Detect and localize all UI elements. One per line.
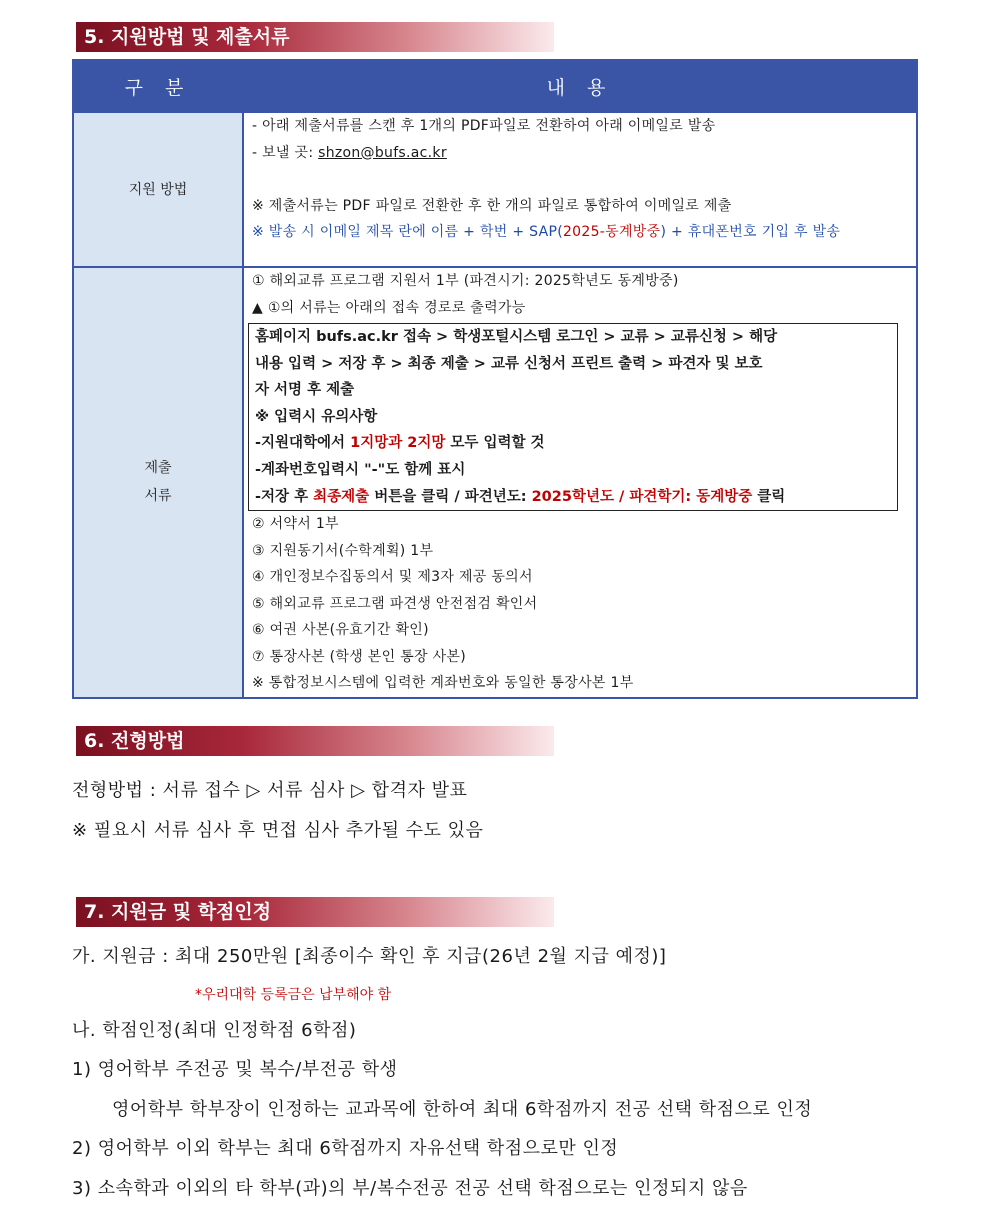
box-line-2: 내용 입력 > 저장 후 > 최종 제출 > 교류 신청서 프린트 출력 > 파견자 및 보호 [255,355,763,372]
table-row-docs [73,267,917,698]
method-line-4-end: ) + 휴대폰번호 기입 후 발송 [660,224,841,240]
box-line-4: ※ 입력시 유의사항 [255,408,378,425]
method-line-1: - 아래 제출서류를 스캔 후 1개의 PDF파일로 전환하여 아래 이메일로 발송 [252,118,716,134]
docs-item-1-note: ▲ ①의 서류는 아래의 접속 경로로 출력가능 [252,299,526,316]
header-category: 구 분 [73,60,243,112]
method-line-4 [252,219,910,246]
credit-item-1: 1) 영어학부 주전공 및 복수/부전공 학생 [72,1059,398,1080]
section-5-heading: 5. 지원방법 및 제출서류 [76,22,554,52]
method-line-3: ※ 제출서류는 PDF 파일로 전환한 후 한 개의 파일로 통합하여 이메일로 제출 [252,197,732,214]
box-line-5-b: 모두 입력할 것 [445,435,545,452]
email-link[interactable]: shzon@bufs.ac.kr [318,144,447,161]
method-line-4-term: 2025-동계방중 [562,224,661,240]
table-row-method [73,112,917,267]
credit-item-3: 3) 소속학과 이외의 타 학부(과)의 부/복수전공 전공 선택 학점으로는 인정되지 않음 [72,1178,748,1199]
credit-item-2: 2) 영어학부 이외 학부는 최대 6학점까지 자유선택 학점으로만 인정 [72,1138,619,1159]
box-line-7-c: 클릭 [752,488,786,505]
scholarship-amount: 가. 지원금 : 최대 250만원 [최종이수 확인 후 지급(26년 2월 지급 예정)] [72,946,667,967]
section-6-heading: 6. 전형방법 [76,726,554,756]
table-header-row [73,60,917,112]
method-content [243,112,917,267]
box-line-5 [255,430,891,457]
portal-instructions-box [248,323,898,511]
docs-item-6: ⑥ 여권 사본(유효기간 확인) [252,622,429,639]
box-line-7-a: -저장 후 [255,488,314,505]
section-7-heading: 7. 지원금 및 학점인정 [76,897,554,927]
method-spacer [252,166,910,193]
docs-label [73,267,243,698]
box-line-6: -계좌번호입력시 "-"도 함께 표시 [255,461,466,478]
tuition-note: *우리대학 등록금은 납부해야 함 [195,987,392,1003]
box-line-7 [255,484,891,511]
docs-label-line-2: 서류 [144,488,172,505]
credit-item-1-detail: 영어학부 학부장이 인정하는 교과목에 한하여 최대 6학점까지 전공 선택 학점으로 인정 [112,1099,813,1120]
box-line-3: 자 서명 후 제출 [255,382,355,399]
docs-item-8: ※ 통합정보시스템에 입력한 계좌번호와 동일한 통장사본 1부 [252,675,634,692]
docs-content [243,267,917,698]
method-label: 지원 방법 [73,112,243,267]
docs-item-3: ③ 지원동기서(수학계획) 1부 [252,542,434,559]
box-line-7-red-1: 최종제출 [313,488,370,505]
docs-label-line-1: 제출 [144,460,172,477]
header-content: 내 용 [243,60,917,112]
selection-process: 전형방법 : 서류 접수 ▷ 서류 심사 ▷ 합격자 발표 [72,780,468,801]
method-line-2-prefix: - 보낼 곳: [252,144,319,161]
interview-note: ※ 필요시 서류 심사 후 면접 심사 추가될 수도 있음 [72,820,484,841]
docs-item-1: ① 해외교류 프로그램 지원서 1부 (파견시기: 2025학년도 동계방중) [252,273,679,289]
application-table [72,59,918,699]
docs-item-5: ⑤ 해외교류 프로그램 파견생 안전점검 확인서 [252,595,538,612]
box-line-1: 홈페이지 bufs.ac.kr 접속 > 학생포털시스템 로그인 > 교류 > 교류신청 > 해당 [255,329,778,345]
docs-item-7: ⑦ 통장사본 (학생 본인 통장 사본) [252,648,467,665]
box-line-5-red: 1지망과 2지망 [350,435,446,452]
box-line-7-b: 버튼을 클릭 / 파견년도: [369,488,532,505]
docs-item-4: ④ 개인정보수집동의서 및 제3자 제공 동의서 [252,569,533,586]
method-line-4-text: ※ 발송 시 이메일 제목 란에 이름 + 학번 + SAP( [252,224,563,240]
box-line-5-a: -지원대학에서 [255,435,351,452]
method-line-2 [252,140,910,167]
docs-item-2: ② 서약서 1부 [252,516,339,533]
credit-recognition: 나. 학점인정(최대 인정학점 6학점) [72,1020,357,1041]
box-line-7-red-2: 2025학년도 / 파견학기: 동계방중 [531,488,753,505]
